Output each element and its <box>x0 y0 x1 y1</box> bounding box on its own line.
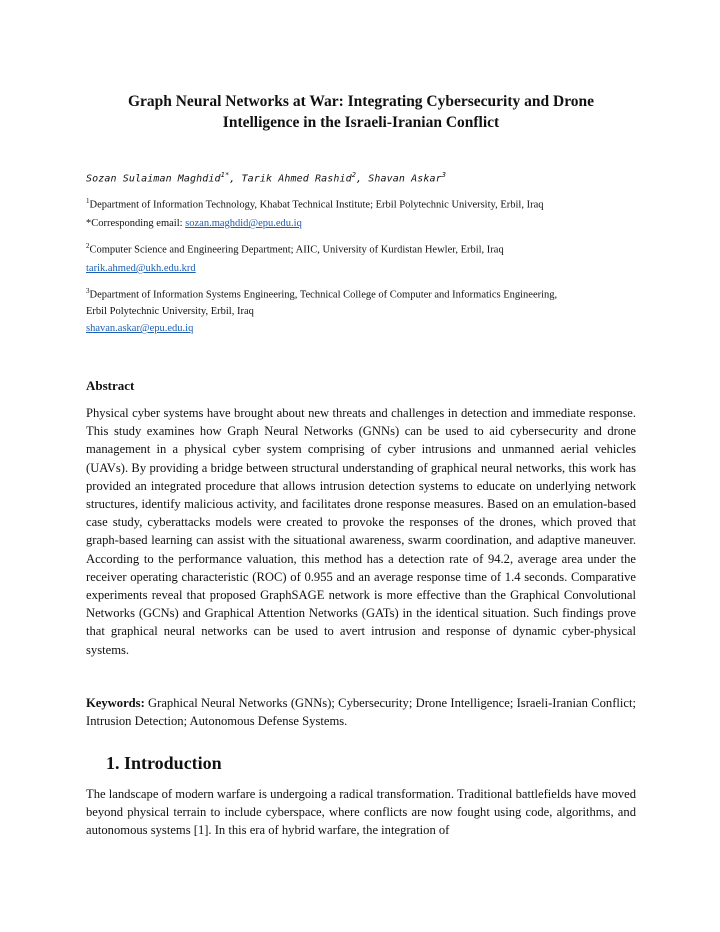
section-1-heading: 1. Introduction <box>106 753 222 773</box>
author-3: Shavan Askar <box>368 173 442 185</box>
affiliation-1-sup: 1 <box>86 197 90 205</box>
paper-title <box>86 91 636 133</box>
affiliation-3-line-1: Department of Information Systems Engineering, Technical College of Computer and Informatics Engineering, <box>89 289 558 301</box>
author-1-sup: 1* <box>220 171 230 179</box>
introduction-body: The landscape of modern warfare is undergoing a radical transformation. Traditional battlefields have moved beyond physical terrain to include cyberspace, where conflicts are now fought using code, algorithms, and autonomous systems [1]. In this era of hybrid warfare, the integration of <box>86 787 636 838</box>
keywords-paragraph <box>86 694 636 730</box>
affiliation-2-sup: 2 <box>86 242 90 250</box>
affiliation-1 <box>86 193 636 214</box>
author-separator: , <box>356 173 369 185</box>
email-3-link[interactable]: shavan.askar@epu.edu.iq <box>86 323 194 334</box>
author-2: Tarik Ahmed Rashid <box>241 173 352 185</box>
author-1: Sozan Sulaiman Maghdid <box>86 173 221 185</box>
email-3-line <box>86 321 636 337</box>
abstract-body: Physical cyber systems have brought about new threats and challenges in detection and immediate response. This study examines how Graph Neural Networks (GNNs) can be used to aid cybersecurity and drone management in a physical cyber system comprising of cyber intrusions and unmanned aerial vehicles (UAVs). By providing a bridge between structural understanding of graphical neural networks, this work has provided an integrated procedure that allows intrusion detection systems to educate on underlying network structures, identify malicious activity, and facilitates drone response measures. Based on an emulation-based case study, cyberattacks models were created to provoke the responses of the drones, which proved that graph-based learning can assist with the situational awareness, swarm coordination, and adaptive maneuver. According to the performance valuation, this method has a detection rate of 94.2, average area under the receiver operating characteristic (ROC) of 0.955 and an average response time of 1.4 seconds. Comparative experiments reveal that proposed GraphSAGE network is more effective than the Graphical Convolutional Networks (GCNs) and Graphical Attention Networks (GATs) in the identical situation. Such findings prove that graphical neural networks can be used to avert intrusion and response of dynamic cyber-physical systems. <box>86 406 636 657</box>
email-2-line <box>86 261 636 277</box>
affiliation-3-line-2: Erbil Polytechnic University, Erbil, Iraq <box>86 305 254 317</box>
affiliation-3 <box>86 283 636 320</box>
corresponding-email-line <box>86 216 636 232</box>
title-line-2: Intelligence in the Israeli-Iranian Conflict <box>222 114 500 131</box>
affiliation-3-sup: 3 <box>86 287 90 295</box>
email-2-link[interactable]: tarik.ahmed@ukh.edu.krd <box>86 263 196 274</box>
corresponding-label: *Corresponding email: <box>86 218 186 229</box>
title-line-1: Graph Neural Networks at War: Integrating Cybersecurity and Drone <box>127 93 595 110</box>
affiliation-2 <box>86 238 636 259</box>
author-separator: , <box>229 173 242 185</box>
abstract-heading: Abstract <box>86 378 135 393</box>
author-2-sup: 2 <box>351 171 357 179</box>
author-3-sup: 3 <box>441 171 447 179</box>
corresponding-email-link[interactable]: sozan.maghdid@epu.edu.iq <box>185 218 302 229</box>
keywords-label: Keywords: <box>86 696 145 710</box>
affiliation-1-text: Department of Information Technology, Khabat Technical Institute; Erbil Polytechnic University, Erbil, Iraq <box>89 199 544 211</box>
author-list <box>86 171 446 184</box>
keywords-text: Graphical Neural Networks (GNNs); Cybersecurity; Drone Intelligence; Israeli-Iranian Conflict; Intrusion Detection; Autonomous Defense Systems. <box>86 696 636 729</box>
affiliation-2-text: Computer Science and Engineering Department; AIIC, University of Kurdistan Hewler, Erbil, Iraq <box>89 244 504 256</box>
